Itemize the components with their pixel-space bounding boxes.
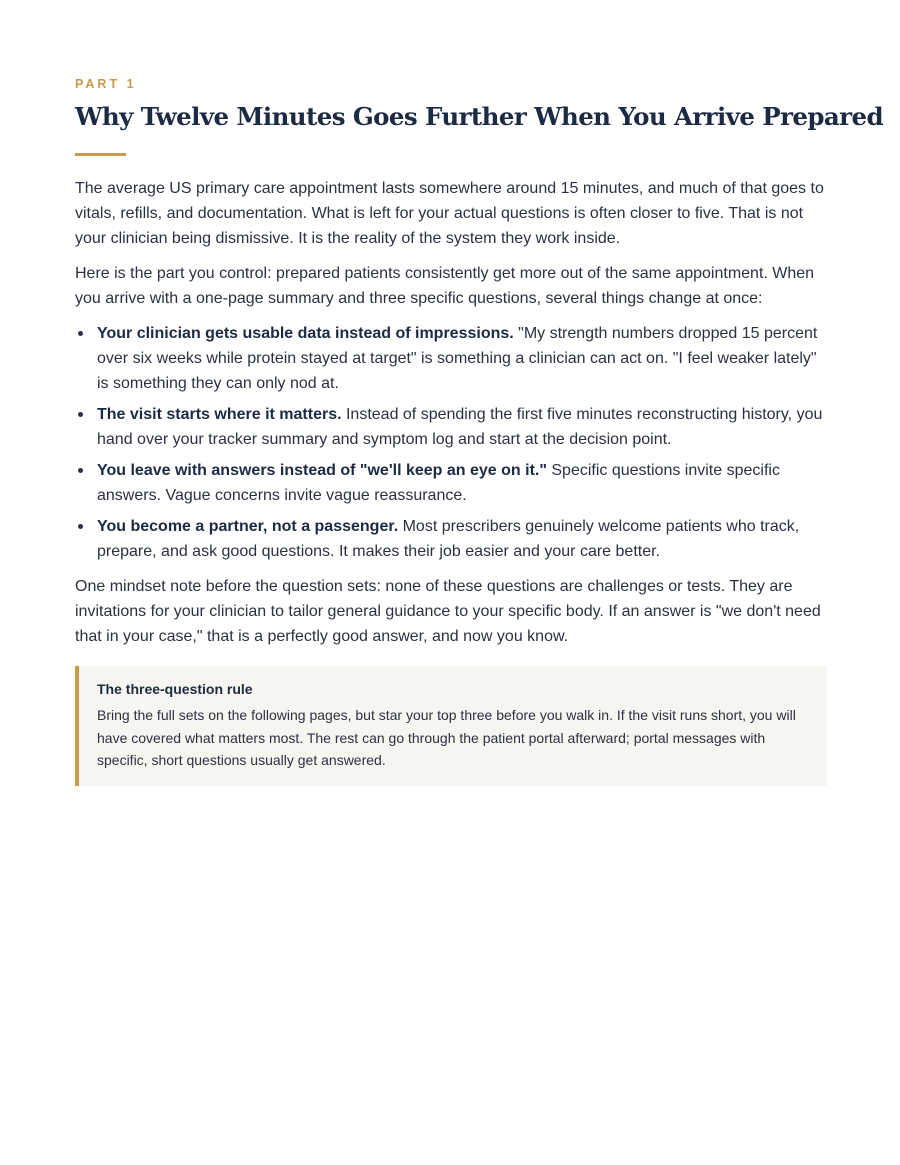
list-item-text: Instead of spending the first five minutes reconstructing history, you hand over your tracker summary and symptom log and start at the decision point.	[97, 406, 823, 448]
callout-title: The three-question rule	[97, 681, 253, 697]
intro-paragraph: The average US primary care appointment lasts somewhere around 15 minutes, and much of that goes to vitals, refills, and documentation. What is left for your actual questions is often closer to five. That is not your clinician being dismissive. It is the reality of the system they work inside.	[75, 180, 824, 247]
section-label: PART 1	[75, 77, 137, 91]
list-item-text: Most prescribers genuinely welcome patients who track, prepare, and ask good questions. It makes their job easier and your care better.	[97, 518, 800, 560]
page-title: Why Twelve Minutes Goes Further When You Arrive Prepared	[75, 102, 884, 131]
list-item-lead: You leave with answers instead of "we'll keep an eye on it."	[97, 462, 547, 479]
list-item-text: Specific questions invite specific answers. Vague concerns invite vague reassurance.	[97, 462, 780, 504]
bullet-dot-icon	[78, 468, 83, 473]
list-item	[75, 458, 827, 508]
list-item-lead: The visit starts where it matters.	[97, 406, 342, 423]
list-item	[75, 514, 827, 564]
control-paragraph: Here is the part you control: prepared patients consistently get more out of the same appointment. When you arrive with a one-page summary and three specific questions, several things change at once:	[75, 265, 815, 307]
bullet-dot-icon	[78, 524, 83, 529]
benefits-list	[75, 321, 827, 564]
article-body	[75, 176, 827, 786]
list-item	[75, 321, 827, 396]
list-item	[75, 402, 827, 452]
callout-text: Bring the full sets on the following pages, but star your top three before you walk in. If the visit runs short, you will have covered what matters most. The rest can go through the patient portal afterward; portal messages with specific, short questions usually get answered.	[97, 707, 796, 768]
list-item-text: "My strength numbers dropped 15 percent over six weeks while protein stayed at target" is something a clinician can act on. "I feel weaker lately" is something they can only nod at.	[97, 325, 818, 392]
title-accent-rule	[75, 153, 126, 156]
list-item-lead: You become a partner, not a passenger.	[97, 518, 399, 535]
three-question-rule-callout	[75, 666, 827, 786]
bullet-dot-icon	[78, 412, 83, 417]
list-item-lead: Your clinician gets usable data instead of impressions.	[97, 325, 514, 342]
bullet-dot-icon	[78, 331, 83, 336]
mindset-paragraph: One mindset note before the question sets: none of these questions are challenges or tests. They are invitations for your clinician to tailor general guidance to your specific body. If an answer is "we don't need that in your case," that is a perfectly good answer, and now you know.	[75, 578, 821, 645]
